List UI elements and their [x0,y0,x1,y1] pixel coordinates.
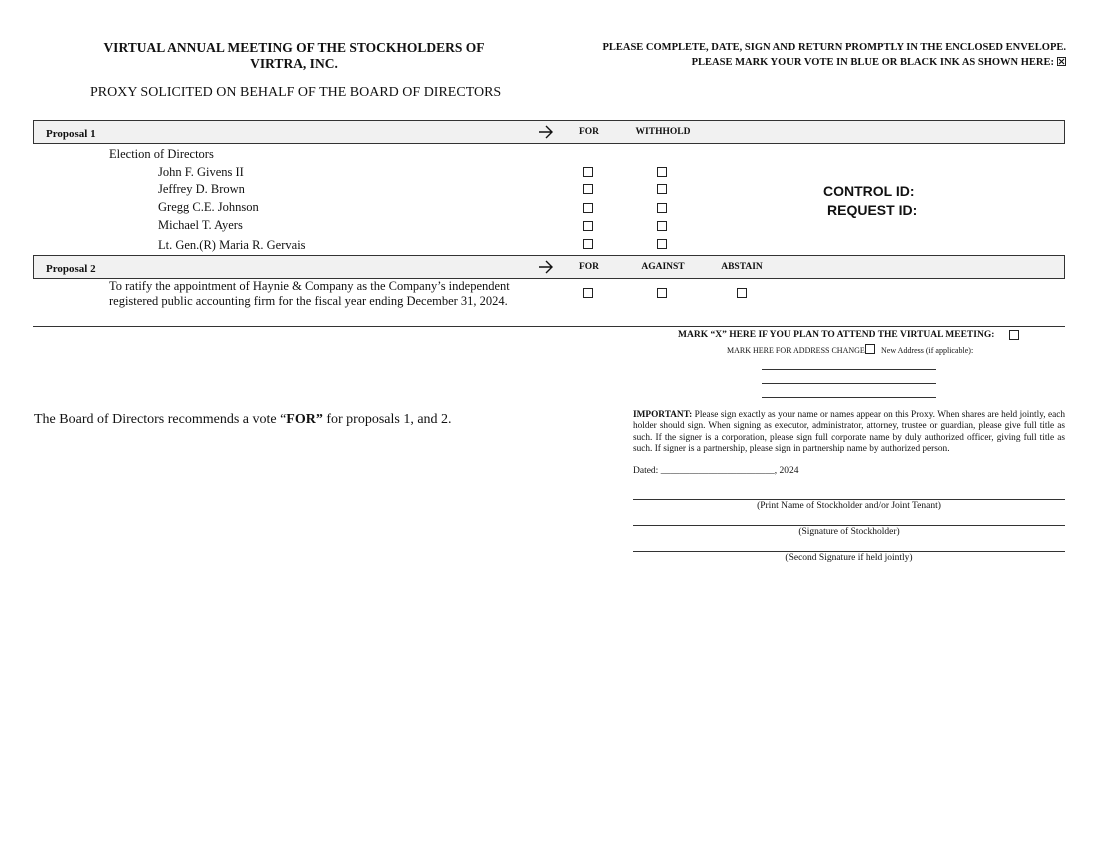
second-signature-line[interactable] [633,551,1065,552]
nominee2-withhold-checkbox[interactable] [657,184,667,194]
proposal2-text-line2: registered public accounting firm for the fiscal year ending December 31, 2024. [109,294,508,308]
instructions [560,40,1066,70]
nominee-name: Gregg C.E. Johnson [158,200,259,214]
nominee3-for-checkbox[interactable] [583,203,593,213]
address-change-label: MARK HERE FOR ADDRESS CHANGE [727,346,865,355]
recommendation-emphasis: FOR” [286,412,323,427]
important-text: Please sign exactly as your name or names appear on this Proxy. When shares are held jointly, each holder should sign. When signing as executor, administrator, attorney, trustee or guardian, please give full title as such. If the signer is a corporation, please sign full corporate name by duly authorized officer, giving full title as such. If signer is a partnership, please sign in partnership name by authorized person. [633,410,1065,454]
second-signature-label: (Second Signature if held jointly) [785,553,913,563]
proposal2-col-for: FOR [578,262,600,272]
nominee-name: Michael T. Ayers [158,218,243,232]
attend-meeting-label: MARK “X” HERE IF YOU PLAN TO ATTEND THE VIRTUAL MEETING: [678,330,995,340]
attend-meeting-checkbox[interactable] [1009,330,1019,340]
nominee4-for-checkbox[interactable] [583,221,593,231]
meeting-title-line1: VIRTUAL ANNUAL MEETING OF THE STOCKHOLDERS OF [103,40,485,55]
proposal2-abstain-checkbox[interactable] [737,288,747,298]
arrow-right-icon [537,123,555,141]
print-name-line[interactable] [633,499,1065,500]
section-divider [33,326,1065,327]
request-id-label: REQUEST ID: [827,202,918,218]
meeting-title [60,40,528,72]
proposal1-header-bar [33,120,1065,144]
proposal2-label: Proposal 2 [46,263,96,275]
proposal1-label: Proposal 1 [46,128,96,140]
address-line[interactable] [762,383,936,384]
dated-field[interactable]: Dated: ________________________, 2024 [633,466,799,476]
address-line[interactable] [762,369,936,370]
nominee1-withhold-checkbox[interactable] [657,167,667,177]
election-heading: Election of Directors [109,147,214,161]
address-line[interactable] [762,397,936,398]
proposal2-col-abstain: ABSTAIN [721,262,763,272]
proposal2-against-checkbox[interactable] [657,288,667,298]
signature-line[interactable] [633,525,1065,526]
proxy-subtitle: PROXY SOLICITED ON BEHALF OF THE BOARD OF DIRECTORS [90,85,502,100]
nominee5-withhold-checkbox[interactable] [657,239,667,249]
proposal1-col-for: FOR [578,127,600,137]
instruction-line2 [560,55,1066,70]
instruction-line2-text: PLEASE MARK YOUR VOTE IN BLUE OR BLACK INK AS SHOWN HERE: [691,57,1054,68]
example-checked-box-icon [1057,57,1066,66]
nominee-name: Lt. Gen.(R) Maria R. Gervais [158,238,306,252]
recommendation-suffix: for proposals 1, and 2. [322,412,452,427]
nominee-name: John F. Givens II [158,165,244,179]
proposal2-text-line1: To ratify the appointment of Haynie & Company as the Company’s independent [109,279,510,293]
print-name-label: (Print Name of Stockholder and/or Joint Tenant) [757,501,941,511]
proposal2-col-against: AGAINST [641,262,685,272]
nominee5-for-checkbox[interactable] [583,239,593,249]
nominee3-withhold-checkbox[interactable] [657,203,667,213]
signature-label: (Signature of Stockholder) [798,527,900,537]
nominee2-for-checkbox[interactable] [583,184,593,194]
instruction-line1: PLEASE COMPLETE, DATE, SIGN AND RETURN PROMPTLY IN THE ENCLOSED ENVELOPE. [602,42,1066,53]
board-recommendation [34,412,452,428]
recommendation-prefix: The Board of Directors recommends a vote “ [34,412,287,427]
arrow-right-icon [537,258,555,276]
nominee1-for-checkbox[interactable] [583,167,593,177]
address-change-checkbox[interactable] [865,344,875,354]
proposal1-col-withhold: WITHHOLD [635,127,691,137]
important-label: IMPORTANT: [633,410,693,420]
new-address-label: New Address (if applicable): [881,346,974,355]
control-id-label: CONTROL ID: [823,183,915,199]
important-notice [633,410,1065,455]
proposal2-header-bar [33,255,1065,279]
meeting-title-line2: VIRTRA, INC. [250,56,338,71]
nominee-name: Jeffrey D. Brown [158,182,245,196]
proposal2-for-checkbox[interactable] [583,288,593,298]
nominee4-withhold-checkbox[interactable] [657,221,667,231]
